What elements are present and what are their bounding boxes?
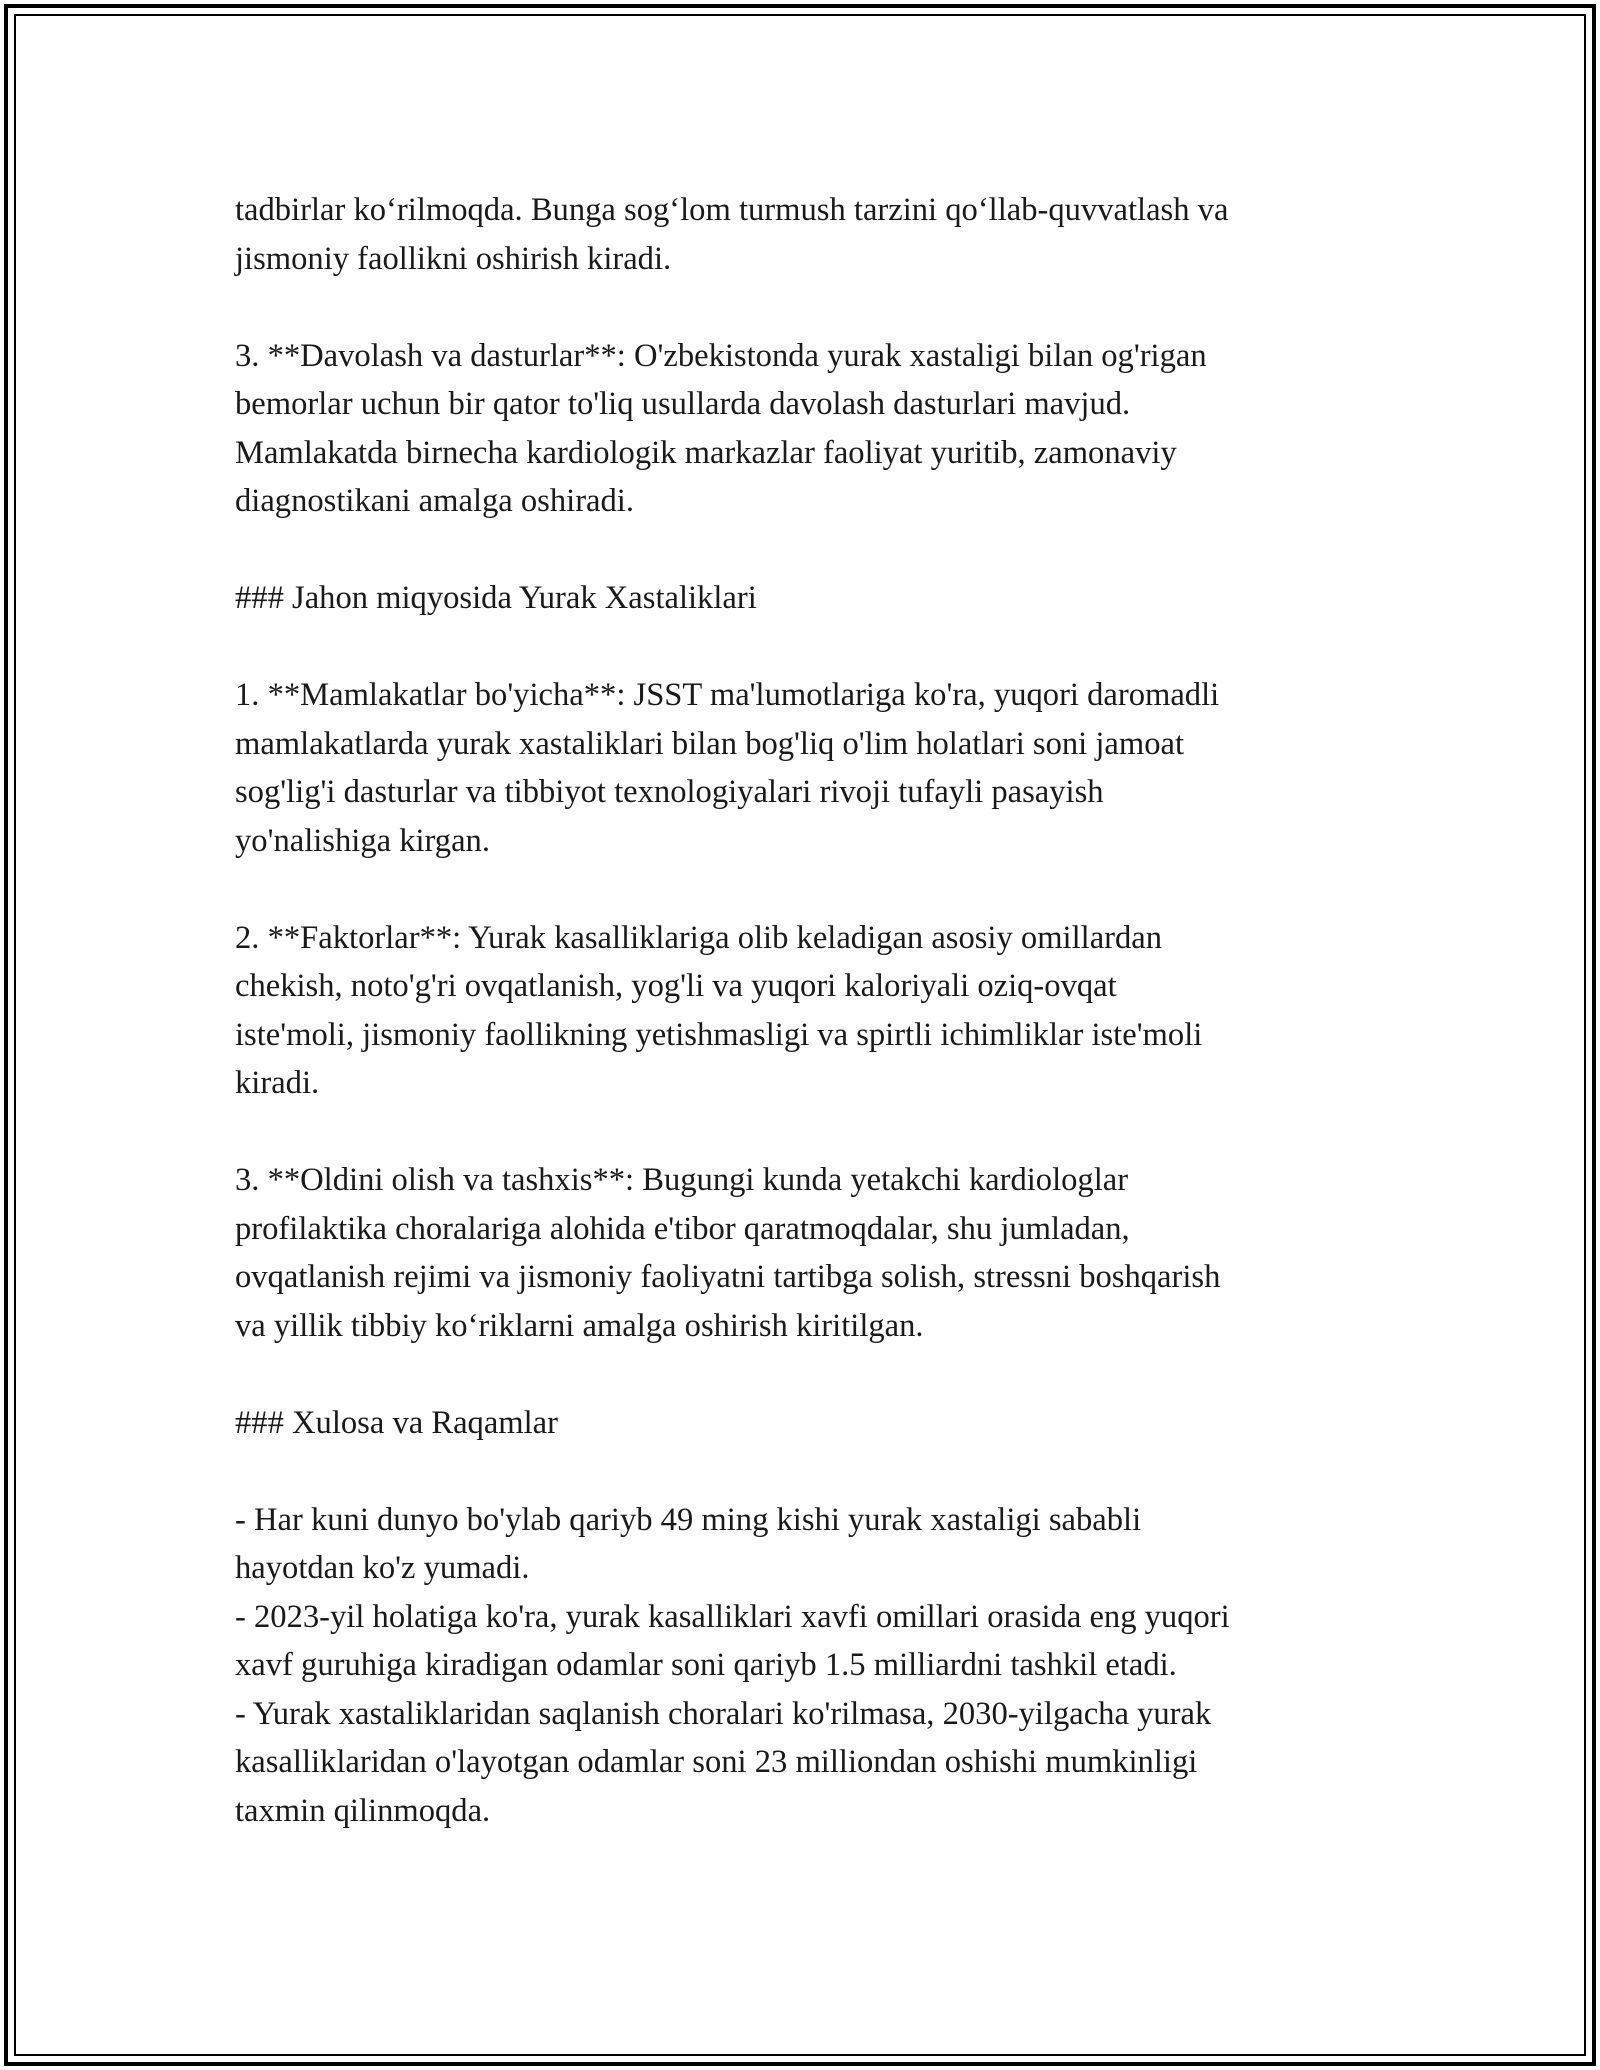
text-line: Mamlakatda birnecha kardiologik markazlar faoliyat yuritib, zamonaviy <box>235 434 1177 471</box>
text-line: tadbirlar ko‘rilmoqda. Bunga sog‘lom turmush tarzini qo‘llab-quvvatlash va <box>235 192 1229 228</box>
text-line: yo'nalishiga kirgan. <box>235 822 490 859</box>
text-line: bemorlar uchun bir qator to'liq usullarda davolash dasturlari mavjud. <box>235 386 1131 422</box>
text-line: chekish, noto'g'ri ovqatlanish, yog'li va yuqori kaloriyali oziq-ovqat <box>235 968 1117 1004</box>
text-line: taxmin qilinmoqda. <box>235 1792 491 1829</box>
text-line: mamlakatlarda yurak xastaliklari bilan bog'liq o'lim holatlari soni jamoat <box>235 725 1185 762</box>
section-heading: ### Xulosa va Raqamlar <box>235 1404 558 1441</box>
section-heading: ### Jahon miqyosida Yurak Xastaliklari <box>235 580 757 616</box>
text-line: sog'lig'i dasturlar va tibbiyot texnologiyalari rivoji tufayli pasayish <box>235 774 1104 810</box>
text-line: jismoniy faollikni oshirish kiradi. <box>235 240 672 277</box>
text-line: iste'moli, jismoniy faollikning yetishmasligi va spirtli ichimliklar iste'moli <box>235 1016 1203 1053</box>
text-line: kasalliklaridan o'layotgan odamlar soni 23 milliondan oshishi mumkinligi <box>235 1744 1198 1780</box>
list-item-oldini-olish <box>235 1156 1375 1350</box>
heading-jahon-miqyosida <box>235 574 1375 623</box>
text-line: 3. **Oldini olish va tashxis**: Bugungi kunda yetakchi kardiologlar <box>235 1162 1129 1198</box>
text-line: 2. **Faktorlar**: Yurak kasalliklariga olib keladigan asosiy omillardan <box>235 919 1163 956</box>
bullet-list-raqamlar <box>235 1496 1375 1836</box>
list-item-faktorlar <box>235 914 1375 1108</box>
text-line: profilaktika choralariga alohida e'tibor qaratmoqdalar, shu jumladan, <box>235 1210 1130 1247</box>
text-line: 3. **Davolash va dasturlar**: O'zbekistonda yurak xastaligi bilan og'rigan <box>235 337 1207 374</box>
document-body <box>235 186 1375 1835</box>
heading-xulosa <box>235 1399 1375 1448</box>
text-line: ovqatlanish rejimi va jismoniy faoliyatni tartibga solish, stressni boshqarish <box>235 1259 1221 1295</box>
list-item-mamlakatlar <box>235 671 1375 865</box>
text-line: va yillik tibbiy ko‘riklarni amalga oshirish kiritilgan. <box>235 1307 924 1344</box>
text-line: - 2023-yil holatiga ko'ra, yurak kasalliklari xavfi omillari orasida eng yuqori <box>235 1598 1230 1635</box>
text-line: 1. **Mamlakatlar bo'yicha**: JSST ma'lumotlariga ko'ra, yuqori daromadli <box>235 677 1220 713</box>
text-line: diagnostikani amalga oshiradi. <box>235 483 634 519</box>
list-item-davolash <box>235 332 1375 526</box>
text-line: kiradi. <box>235 1065 320 1101</box>
text-line: - Yurak xastaliklaridan saqlanish choralari ko'rilmasa, 2030-yilgacha yurak <box>235 1695 1212 1732</box>
text-line: hayotdan ko'z yumadi. <box>235 1550 530 1586</box>
text-line: xavf guruhiga kiradigan odamlar soni qariyb 1.5 milliardni tashkil etadi. <box>235 1647 1177 1683</box>
text-line: - Har kuni dunyo bo'ylab qariyb 49 ming kishi yurak xastaligi sababli <box>235 1501 1142 1538</box>
paragraph-intro-continuation <box>235 186 1375 283</box>
